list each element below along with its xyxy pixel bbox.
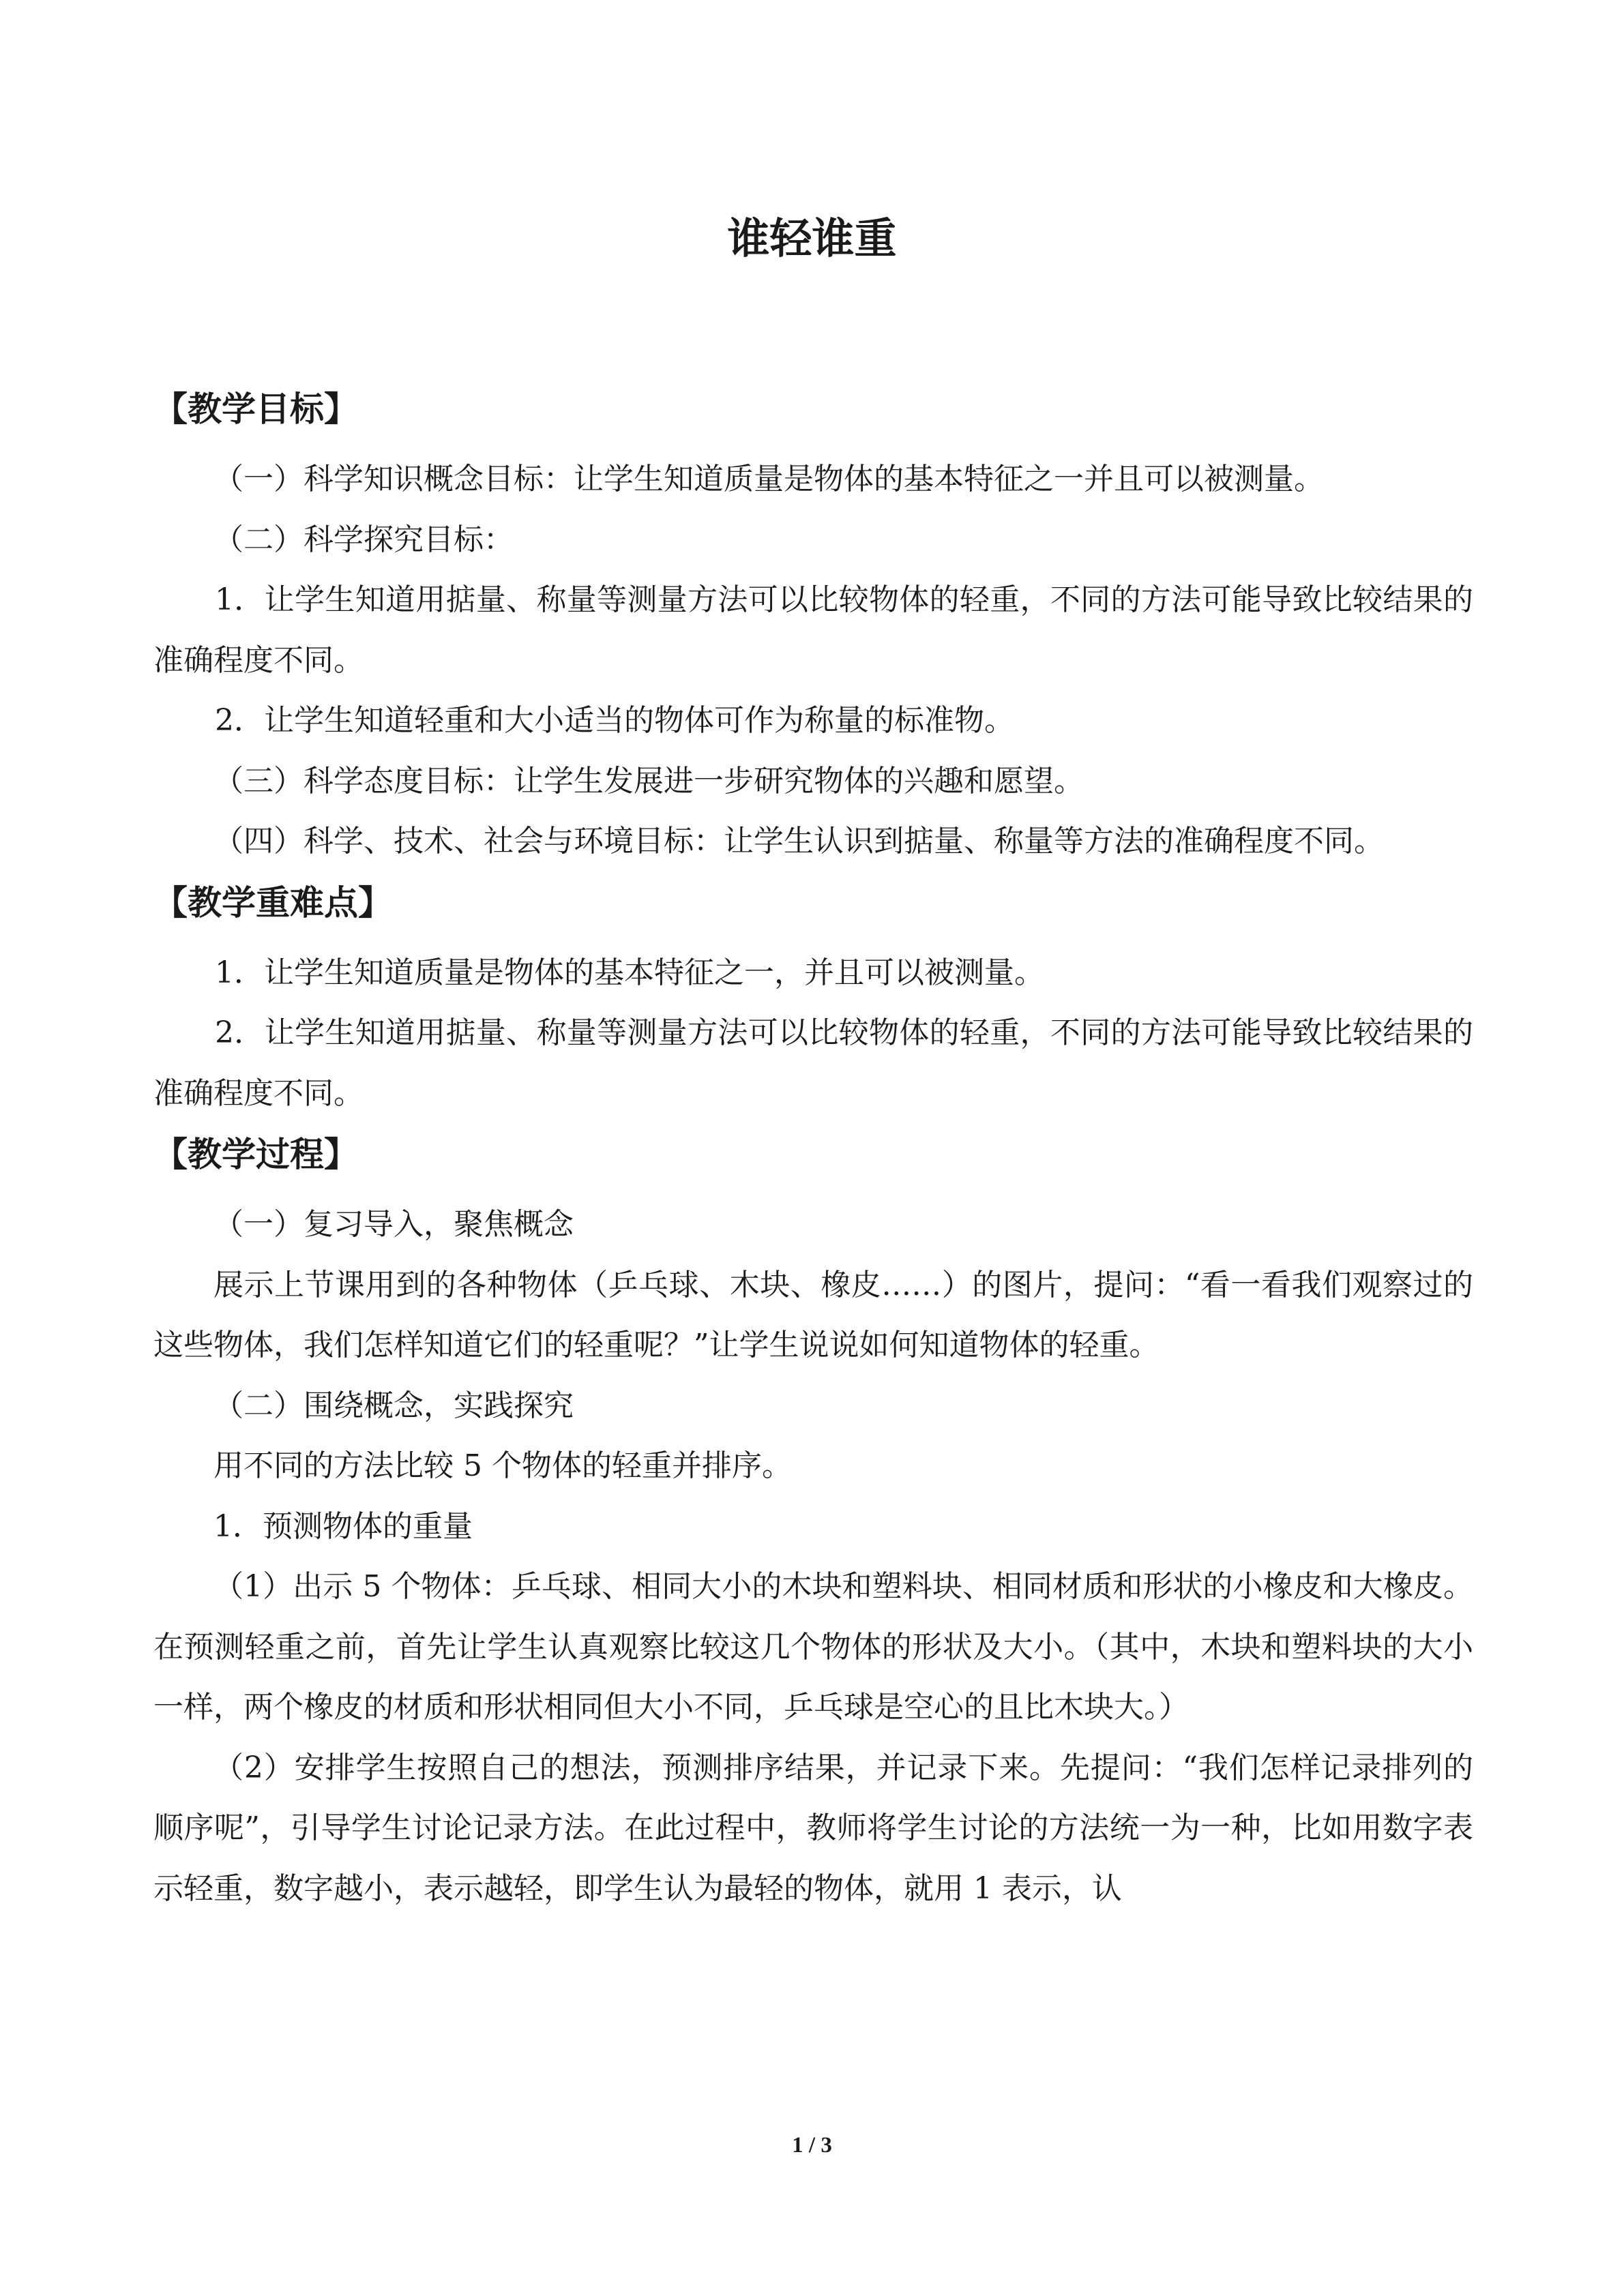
paragraph: （2）安排学生按照自己的想法，预测排序结果，并记录下来。先提问：“我们怎样记录排列的顺序呢”，引导学生讨论记录方法。在此过程中，教师将学生讨论的方法统一为一种，比如用数字表示轻重，数字越小，表示越轻，即学生认为最轻的物体，就用 1 表示，认 [153, 1750, 1473, 1906]
paragraph: 1．让学生知道质量是物体的基本特征之一，并且可以被测量。 [215, 955, 1044, 990]
paragraph: 1．让学生知道用掂量、称量等测量方法可以比较物体的轻重，不同的方法可能导致比较结果的准确程度不同。 [153, 582, 1473, 678]
paragraph: （四）科学、技术、社会与环境目标：让学生认识到掂量、称量等方法的准确程度不同。 [213, 824, 1384, 859]
paragraph: （1）出示 5 个物体：乒乓球、相同大小的木块和塑料块、相同材质和形状的小橡皮和大橡皮。在预测轻重之前，首先让学生认真观察比较这几个物体的形状及大小。（其中，木块和塑料块的大小一样，两个橡皮的材质和形状相同但大小不同，乒乓球是空心的且比木块大。） [153, 1569, 1473, 1725]
paragraph: 1．预测物体的重量 [213, 1508, 473, 1544]
paragraph: （一）复习导入，聚焦概念 [213, 1207, 574, 1242]
paragraph: 展示上节课用到的各种物体（乒乓球、木块、橡皮……）的图片，提问：“看一看我们观察过的这些物体，我们怎样知道它们的轻重呢？”让学生说说如何知道物体的轻重。 [153, 1267, 1473, 1362]
section-heading: 【教学目标】 [153, 389, 358, 429]
document-body [153, 378, 1473, 1919]
paragraph: （二）科学探究目标： [213, 522, 514, 557]
section-key-points [153, 872, 1473, 1124]
page-number: 1 / 3 [792, 2133, 832, 2158]
paragraph: （三）科学态度目标：让学生发展进一步研究物体的兴趣和愿望。 [213, 763, 1084, 799]
paragraph: 2．让学生知道用掂量、称量等测量方法可以比较物体的轻重，不同的方法可能导致比较结果的准确程度不同。 [153, 1015, 1473, 1111]
paragraph: 2．让学生知道轻重和大小适当的物体可作为称量的标准物。 [215, 703, 1014, 738]
paragraph: （一）科学知识概念目标：让学生知道质量是物体的基本特征之一并且可以被测量。 [213, 462, 1324, 496]
section-teaching-process [153, 1124, 1473, 1919]
section-heading: 【教学重难点】 [153, 882, 392, 923]
page-title: 谁轻谁重 [727, 213, 897, 263]
section-heading: 【教学过程】 [153, 1135, 358, 1174]
paragraph: （二）围绕概念，实践探究 [213, 1388, 574, 1423]
section-teaching-goals [153, 378, 1473, 872]
paragraph: 用不同的方法比较 5 个物体的轻重并排序。 [213, 1448, 792, 1483]
